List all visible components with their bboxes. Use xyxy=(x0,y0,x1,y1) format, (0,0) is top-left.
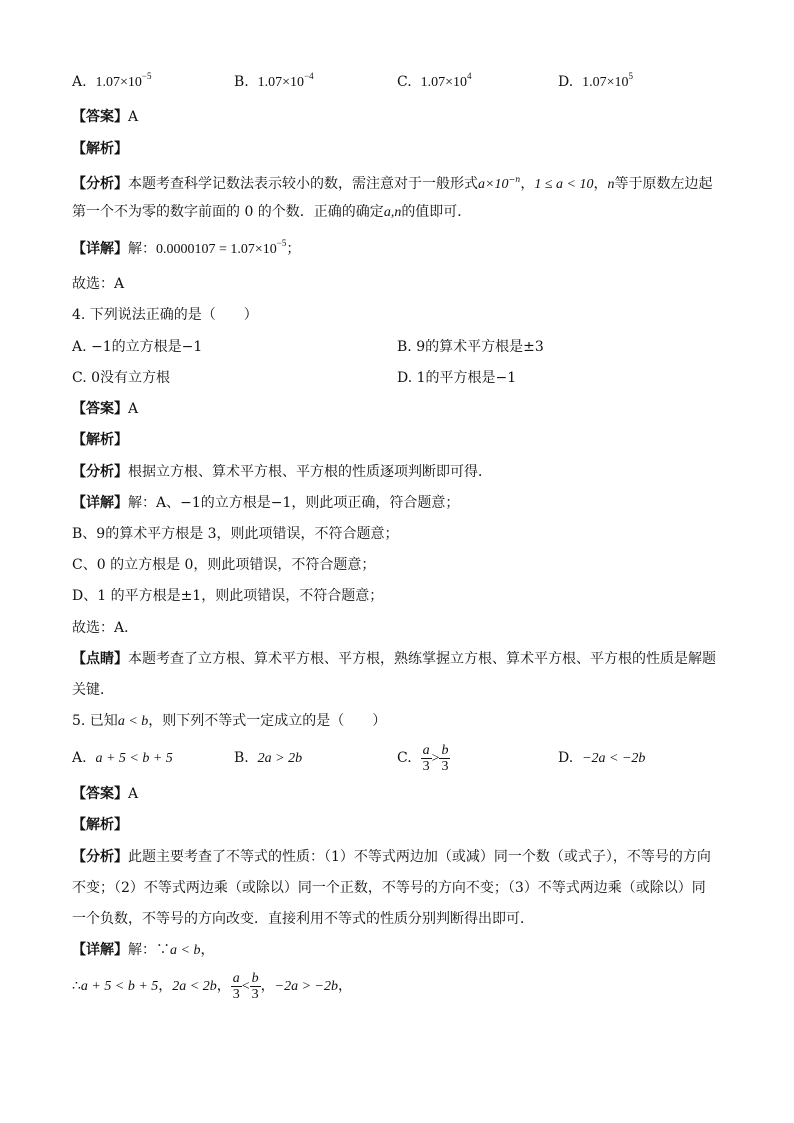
q3-detail: 【详解】解：$0.0000107 = 1.07\times 10^{-5}$； xyxy=(72,238,301,257)
q5-fenxi-line3: 一个负数，不等号的方向改变．直接利用不等式的性质分别判断得出即可． xyxy=(72,911,534,927)
q3-analysis-heading: 【解析】 xyxy=(72,141,128,157)
q4-fenxi: 【分析】根据立方根、算术平方根、平方根的性质逐项判断即可得． xyxy=(72,464,492,480)
q4-detail-line3: C、0 的立方根是 0，则此项错误，不符合题意； xyxy=(72,557,376,573)
q5-stem: 5. 已知a < b，则下列不等式一定成立的是（ ） xyxy=(72,713,387,729)
q4-dianjing-line2: 关键． xyxy=(72,682,114,698)
q3-option-a: A. $1.07\times 10^{-5}$ xyxy=(72,71,152,90)
q4-choose: 故选：A． xyxy=(72,620,139,636)
q4-answer: 【答案】A xyxy=(72,401,139,417)
q4-option-c: C. 0没有立方根 xyxy=(72,370,171,386)
q4-detail-line4: D、1 的平方根是±1，则此项错误，不符合题意； xyxy=(72,588,384,604)
q3-fenxi-line2: 第一个不为零的数字前面的 0 的个数．正确的确定a,n的值即可． xyxy=(72,204,472,220)
q4-analysis-heading: 【解析】 xyxy=(72,432,128,448)
q5-fenxi-line2: 不变；（2）不等式两边乘（或除以）同一个正数，不等号的方向不变；（3）不等式两边乘（或除以）同 xyxy=(72,880,706,896)
q3-option-d: D. $1.07\times 10^5$ xyxy=(558,71,633,90)
fraction: $\frac{b}{3}$ xyxy=(251,970,259,1002)
q3-answer: 【答案】A xyxy=(72,109,139,125)
q4-stem: 4. 下列说法正确的是（ ） xyxy=(72,307,258,323)
q4-detail-line1: 【详解】解：A、−1的立方根是−1，则此项正确，符合题意； xyxy=(72,495,460,511)
q4-detail-line2: B、9的算术平方根是 3，则此项错误，不符合题意； xyxy=(72,526,399,542)
q5-detail-line1: 【详解】解：∵a < b， xyxy=(72,942,215,958)
q4-option-a: A. −1的立方根是−1 xyxy=(72,339,203,355)
q4-option-b: B. 9的算术平方根是±3 xyxy=(397,339,544,355)
q3-fenxi-line1: 【分析】本题考查科学记数法表示较小的数，需注意对于一般形式$a\times 10^{-n}$，1 ≤ a < 10，n等于原数左边起 xyxy=(72,175,713,192)
q3-option-c: C. $1.07\times 10^4$ xyxy=(397,71,472,90)
q5-option-c: C. $\frac{a}{3}$ > $\frac{b}{3}$ xyxy=(397,742,449,774)
q5-fenxi-line1: 【分析】此题主要考查了不等式的性质：（1）不等式两边加（或减）同一个数（或式子），不等号的方向 xyxy=(72,849,711,865)
q4-option-d: D. 1的平方根是−1 xyxy=(397,370,517,386)
q3-option-b: B. $1.07\times 10^{-4}$ xyxy=(234,71,314,90)
fraction: $\frac{a}{3}$ xyxy=(422,742,430,774)
fraction: $\frac{b}{3}$ xyxy=(441,742,449,774)
q5-detail-line2: ∴a + 5 < b + 5，2a < 2b， $\frac{a}{3}$ < $\frac{b}{3}$ ，−2a > −2b， xyxy=(72,970,352,1002)
q5-answer: 【答案】A xyxy=(72,786,139,802)
q4-dianjing-line1: 【点睛】本题考查了立方根、算术平方根、平方根，熟练掌握立方根、算术平方根、平方根的性质是解题 xyxy=(72,651,716,667)
q5-option-d: D. −2a < −2b xyxy=(558,750,646,766)
q5-option-a: A. a + 5 < b + 5 xyxy=(72,750,173,766)
q5-analysis-heading: 【解析】 xyxy=(72,817,128,833)
q3-choose: 故选：A xyxy=(72,276,125,292)
fraction: $\frac{a}{3}$ xyxy=(232,970,240,1002)
q5-option-b: B. 2a > 2b xyxy=(234,750,303,766)
